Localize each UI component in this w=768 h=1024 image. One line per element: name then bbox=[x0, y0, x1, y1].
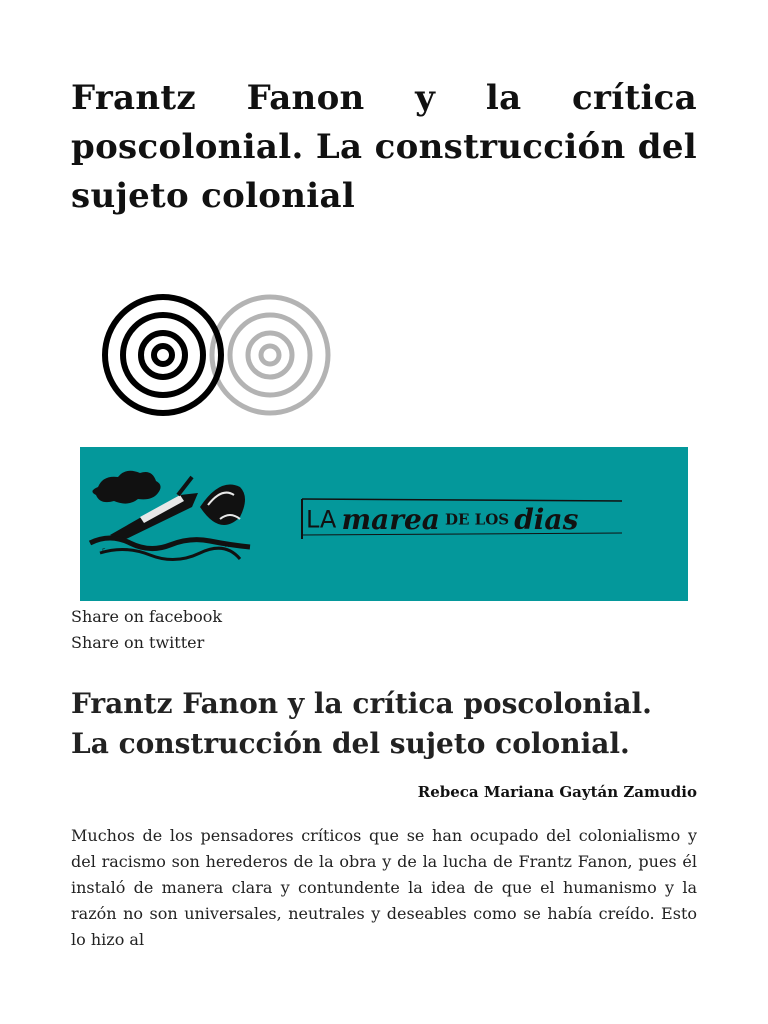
concentric-circles-logo bbox=[98, 288, 338, 424]
banner-text-delos: DE LOS bbox=[445, 510, 510, 529]
share-twitter-link[interactable]: Share on twitter bbox=[71, 633, 205, 652]
svg-text:R: R bbox=[225, 542, 230, 549]
banner-text-la: LA bbox=[306, 505, 337, 534]
banner bbox=[80, 447, 688, 601]
author-name: Rebeca Mariana Gaytán Zamudio bbox=[417, 783, 697, 801]
article-subtitle: Frantz Fanon y la crítica poscolonial. La construcción del sujeto colonial. bbox=[71, 687, 652, 760]
body-paragraph: Muchos de los pensadores críticos que se han ocupado del colonialismo y del racismo son herederos de la obra y de la lucha de Frantz Fanon, pues él instaló de manera clara y contundente la idea de que el humanismo y la razón no son universales, neutrales y deseables como se había creído. Esto lo hizo al bbox=[71, 826, 697, 949]
banner-text-dias: dias bbox=[514, 503, 579, 536]
svg-text:F: F bbox=[102, 548, 106, 555]
share-facebook-link[interactable]: Share on facebook bbox=[71, 607, 223, 626]
banner-text-marea: marea bbox=[341, 503, 440, 536]
article-title: Frantz Fanon y la crítica poscolonial. La construcción del sujeto colonial bbox=[71, 78, 697, 216]
